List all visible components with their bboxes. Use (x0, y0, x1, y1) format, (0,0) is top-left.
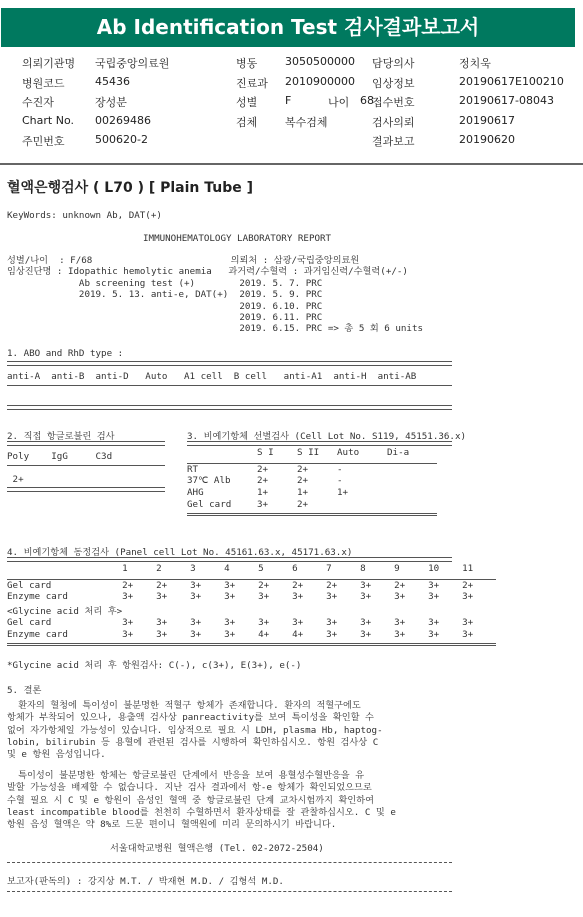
sec5-title: 5. 결론 (7, 685, 42, 696)
column-header: 1 (122, 563, 128, 575)
table-cell (190, 603, 224, 617)
table-cell: 3+ (462, 628, 474, 640)
header-label: 임상정보 (372, 77, 415, 90)
table-header-row (187, 447, 437, 459)
table-cell (258, 603, 292, 617)
table-cell: Gel card (187, 498, 232, 510)
column-header: 5 (258, 563, 264, 575)
divider (7, 557, 452, 562)
table-cell: 1+ (257, 487, 269, 499)
divider (7, 862, 452, 863)
header-value: 국립중앙의료원 (95, 57, 170, 70)
column-header: 3 (190, 563, 196, 575)
header-label: 병동 (236, 57, 258, 70)
text-line: 없어 자가항체일 가능성이 있습니다. 임상적으로 필요 시 LDH, plasma Hb, haptog- (7, 724, 383, 736)
table-cell (156, 603, 190, 617)
table-row (187, 463, 437, 475)
header-label: 진료과 (236, 77, 268, 90)
column-header: S I (257, 447, 274, 459)
divider (7, 405, 452, 410)
sec1-title: 1. ABO and RhD type : (7, 348, 124, 359)
table-cell: 2+ (297, 498, 309, 510)
table-cell: 3+ (360, 628, 372, 640)
column-header: Auto (337, 447, 360, 459)
text-line: 2019. 6.11. PRC (7, 312, 323, 324)
header-value: 500620-2 (95, 133, 148, 146)
table-cell: 2+ (257, 463, 269, 475)
table-cell: 2+ (257, 475, 269, 487)
table-cell: 3+ (394, 617, 406, 629)
table-cell: 3+ (394, 628, 406, 640)
test-title: 혈액은행검사 ( L70 ) [ Plain Tube ] (7, 180, 254, 196)
table-cell: Gel card (7, 579, 52, 591)
table-cell: 37℃ Alb (187, 475, 231, 487)
sec3-table (187, 447, 437, 516)
table-cell: 3+ (428, 628, 440, 640)
table-cell: 2+ (292, 579, 304, 591)
table-cell: 3+ (190, 617, 202, 629)
column-header: 8 (360, 563, 366, 575)
table-cell: 4+ (292, 628, 304, 640)
table-cell: 1+ (337, 487, 349, 499)
table-cell: 2+ (297, 475, 309, 487)
table-row (7, 579, 496, 591)
table-cell: 3+ (190, 579, 202, 591)
table-cell: 3+ (258, 591, 270, 603)
text-line: 수혈 필요 시 C 및 e 항원이 음성인 혈액 중 항글로불린 단계 교차시험까지 확인하여 (7, 794, 374, 806)
table-cell: 3+ (326, 628, 338, 640)
table-cell: 4+ (258, 628, 270, 640)
header-label: 의뢰기관명 (22, 57, 76, 70)
table-cell: 2+ (326, 579, 338, 591)
text-line: 환자의 혈청에 특이성이 불분명한 적혈구 항체가 존재합니다. 환자의 적혈구에도 (7, 700, 361, 711)
table-cell: 3+ (156, 591, 168, 603)
table-cell: 3+ (462, 617, 474, 629)
column-header: 2 (156, 563, 162, 575)
table-row (7, 617, 496, 629)
patient-block (7, 255, 423, 335)
table-cell (337, 498, 387, 510)
table-row (7, 628, 496, 640)
table-cell (387, 487, 437, 499)
table-cell: 3+ (156, 617, 168, 629)
table-cell: 2+ (156, 579, 168, 591)
text-line: 항체가 부착되어 있으나, 용출액 검사상 panreactivity를 보여 특이성을 확인할 수 (7, 712, 374, 724)
table-cell: 3+ (292, 617, 304, 629)
text-line: 및 e 항원 음성입니다. (7, 749, 106, 761)
table-cell (326, 603, 360, 617)
divider (7, 891, 452, 892)
table-cell: 3+ (360, 591, 372, 603)
table-cell: 3+ (224, 617, 236, 629)
table-cell: 3+ (326, 591, 338, 603)
table-cell: 3+ (360, 579, 372, 591)
table-row (187, 475, 437, 487)
table-cell: 3+ (462, 591, 474, 603)
header-value: 20190620 (459, 133, 515, 146)
sec2-columns: Poly IgG C3d (7, 451, 113, 462)
column-header: 4 (224, 563, 230, 575)
table-cell (387, 475, 437, 487)
header-label: 검사의뢰 (372, 116, 415, 129)
report-banner: Ab Identification Test 검사결과보고서 (1, 8, 575, 47)
column-header: S II (297, 447, 320, 459)
table-cell: 2+ (122, 579, 134, 591)
table-cell (387, 498, 437, 510)
text-line: 2019. 6.10. PRC (7, 300, 323, 312)
keywords: KeyWords: unknown Ab, DAT(+) (7, 210, 162, 221)
table-cell (394, 603, 428, 617)
table-cell: RT (187, 463, 199, 475)
column-header: 10 (428, 563, 440, 575)
table-cell: 3+ (428, 591, 440, 603)
table-cell: - (337, 463, 343, 475)
table-cell: 3+ (190, 591, 202, 603)
header-label: 병원코드 (22, 77, 65, 90)
table-cell: 3+ (224, 628, 236, 640)
header-label: 검체 (236, 116, 258, 129)
divider (187, 510, 437, 515)
column-header (7, 563, 122, 575)
sec3-title: 3. 비예기항체 선별검사 (Cell Lot No. S119, 45151.36.x) (187, 431, 467, 442)
column-header: 9 (394, 563, 400, 575)
sec4-title: 4. 비예기항체 동정검사 (Panel cell Lot No. 45161.63.x, 45171.63.x) (7, 547, 353, 558)
conclusion-paragraph-1 (7, 700, 383, 761)
header-value: 정치욱 (459, 57, 491, 70)
divider (7, 487, 165, 492)
table-cell: 3+ (428, 579, 440, 591)
header-divider (0, 163, 583, 165)
table-cell: 3+ (122, 617, 134, 629)
text-line: 2019. 6.15. PRC => 총 5 회 6 units (7, 323, 424, 335)
table-cell: 2+ (297, 463, 309, 475)
table-cell: 2+ (462, 579, 474, 591)
reporter-line: 보고자(판독의) : 강지상 M.T. / 박재현 M.D. / 김형석 M.D. (7, 876, 284, 887)
table-cell: 3+ (224, 579, 236, 591)
table-cell: 3+ (428, 617, 440, 629)
header-label: Chart No. (22, 114, 74, 127)
text-line: 특이성이 불분명한 항체는 항글로불린 단계에서 반응을 보여 용혈성수혈반응을 유 (7, 770, 365, 781)
header-label: 성별 (236, 96, 258, 109)
header-label: 접수번호 (372, 96, 415, 109)
header-value: 00269486 (95, 114, 151, 127)
header-value: 복수검체 (285, 116, 328, 129)
divider (7, 361, 452, 366)
text-line: least incompatible blood를 천천히 수혈하면서 환자상태를 잘 관찰하십시오. C 및 e (7, 806, 396, 818)
sec4-note: *Glycine acid 처리 후 항원검사: C(-), c(3+), E(3+), e(-) (7, 660, 302, 671)
column-header: 6 (292, 563, 298, 575)
table-cell: 2+ (394, 579, 406, 591)
header-value: 장성분 (95, 96, 127, 109)
table-cell: 3+ (258, 617, 270, 629)
divider (7, 465, 165, 466)
sec2-values: 2+ (7, 474, 24, 485)
table-cell: Enzyme card (7, 591, 68, 603)
header-value: 3050500000 (285, 55, 355, 68)
divider (7, 640, 496, 645)
table-header-row (7, 563, 496, 575)
table-row (7, 603, 496, 617)
table-cell: 2+ (258, 579, 270, 591)
divider (7, 441, 165, 446)
table-cell: 3+ (394, 591, 406, 603)
header-value: 68 (360, 94, 374, 107)
divider (7, 385, 452, 386)
text-line: 임상진단명 : Idopathic hemolytic anemia 과거력/수혈력 : 과거임신력/수혈력(+/-) (7, 266, 408, 278)
table-cell (224, 603, 258, 617)
table-cell: <Glycine acid 처리 후> (7, 605, 123, 617)
table-row (7, 591, 496, 603)
header-label: 결과보고 (372, 135, 415, 148)
sec1-columns: anti-A anti-B anti-D Auto A1 cell B cell anti-A1 anti-H anti-AB (7, 371, 417, 382)
text-line: lobin, bilirubin 등 용혈에 관련된 검사를 시행하여 확인하십시오. 항원 검사상 C (7, 736, 379, 748)
column-header (187, 447, 257, 459)
header-label: 주민번호 (22, 135, 65, 148)
table-cell: 3+ (326, 617, 338, 629)
table-cell: 3+ (360, 617, 372, 629)
text-line: 항원 음성 혈액은 약 8%로 드문 편이니 혈액원에 미리 문의하시기 바랍니다. (7, 819, 337, 831)
header-label: 수진자 (22, 96, 54, 109)
column-header: 7 (326, 563, 332, 575)
header-value: 20190617E100210 (459, 75, 564, 88)
table-cell: 3+ (156, 628, 168, 640)
column-header: Di-a (387, 447, 410, 459)
header-label: 나이 (328, 96, 350, 109)
lab-title: IMMUNOHEMATOLOGY LABORATORY REPORT (143, 233, 332, 244)
sec2-title: 2. 직접 항글로불린 검사 (7, 431, 115, 442)
table-cell: 3+ (224, 591, 236, 603)
signature-line: 서울대학교병원 혈액은행 (Tel. 02-2072-2504) (110, 843, 324, 854)
table-cell (428, 603, 462, 617)
table-cell (122, 603, 156, 617)
table-cell: - (337, 475, 343, 487)
header-value: 20190617 (459, 114, 515, 127)
header-value: 20190617-08043 (459, 94, 554, 107)
table-cell: 3+ (257, 498, 269, 510)
header-value: 45436 (95, 75, 130, 88)
sec4-table (7, 563, 496, 646)
table-cell (387, 463, 437, 475)
table-cell: 3+ (122, 628, 134, 640)
header-value: F (285, 94, 292, 107)
table-cell (292, 603, 326, 617)
table-cell (360, 603, 394, 617)
text-line: Ab screening test (+) 2019. 5. 7. PRC (7, 277, 323, 289)
table-cell: 3+ (122, 591, 134, 603)
column-header: 11 (462, 563, 474, 575)
table-cell: 3+ (292, 591, 304, 603)
table-cell: Gel card (7, 617, 52, 629)
text-line: 성별/나이 : F/68 의뢰처 : 삼광/국립중앙의료원 (7, 255, 360, 266)
table-cell: Enzyme card (7, 628, 68, 640)
table-cell: 3+ (190, 628, 202, 640)
table-cell: AHG (187, 487, 204, 499)
header-label: 담당의사 (372, 57, 415, 70)
header-value: 2010900000 (285, 75, 355, 88)
text-line: 발할 가능성을 배제할 수 없습니다. 지난 검사 결과에서 항-e 항체가 확인되었으므로 (7, 782, 372, 794)
table-cell: 1+ (297, 487, 309, 499)
text-line: 2019. 5. 13. anti-e, DAT(+) 2019. 5. 9. PRC (7, 289, 323, 301)
table-cell (462, 603, 496, 617)
divider (187, 441, 452, 446)
conclusion-paragraph-2 (7, 770, 396, 831)
table-row (187, 498, 437, 510)
table-row (187, 487, 437, 499)
